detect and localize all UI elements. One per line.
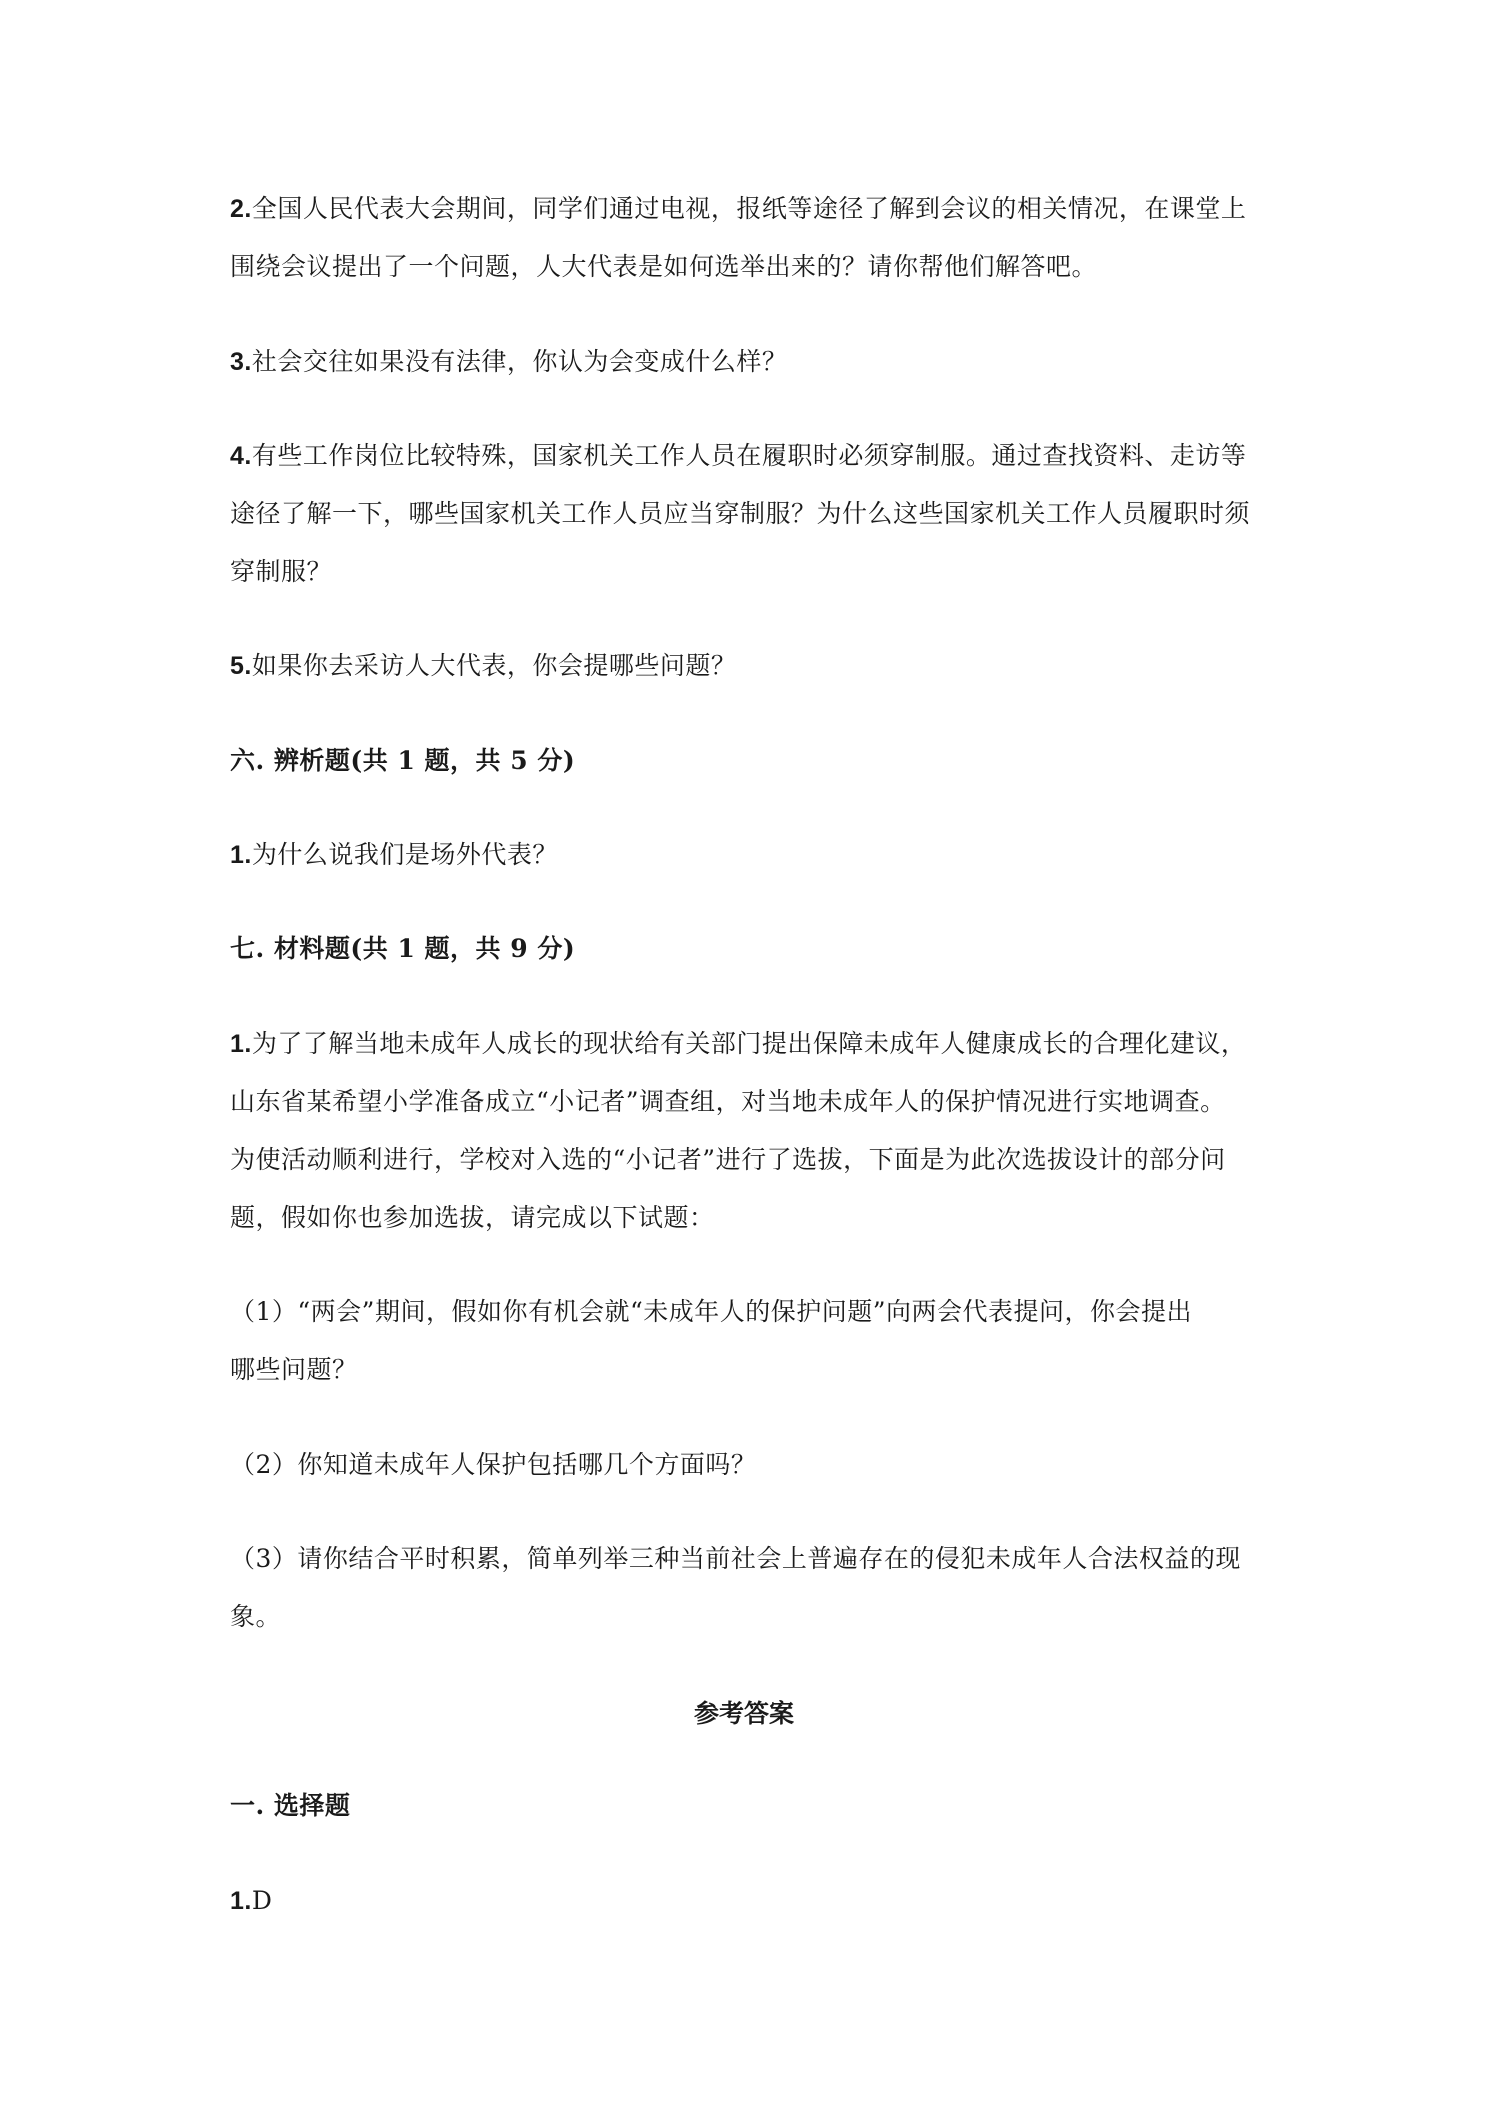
question-number: 4. — [230, 442, 252, 470]
section-7-question-1-line-2: 山东省某希望小学准备成立“小记者”调查组，对当地未成年人的保护情况进行实地调查。 — [230, 1087, 1226, 1116]
question-number: 5. — [230, 652, 252, 680]
question-number: 1. — [230, 1030, 252, 1058]
sub-question-1 — [230, 1283, 1280, 1399]
question-5 — [230, 637, 1280, 695]
section-6-question-1 — [230, 826, 1280, 884]
question-4-line-1: 4.有些工作岗位比较特殊，国家机关工作人员在履职时必须穿制服。通过查找资料、走访等 — [230, 441, 1247, 470]
question-4-line-2: 途径了解一下，哪些国家机关工作人员应当穿制服？为什么这些国家机关工作人员履职时须 — [230, 499, 1251, 528]
answers-section-1-heading: 一. 选择题 — [230, 1791, 351, 1820]
sub-question-3 — [230, 1530, 1280, 1646]
section-7-heading: 七. 材料题(共 1 题，共 9 分) — [230, 934, 576, 963]
sub-question-1-line-1: （1）“两会”期间，假如你有机会就“未成年人的保护问题”向两会代表提问，你会提出 — [230, 1297, 1193, 1326]
question-5-line-1: 5.如果你去采访人大代表，你会提哪些问题？ — [230, 651, 737, 680]
sub-question-2 — [230, 1436, 1280, 1494]
sub-question-2-line-1: （2）你知道未成年人保护包括哪几个方面吗？ — [230, 1450, 757, 1479]
question-number: 1. — [230, 841, 252, 869]
answer-number: 1. — [230, 1887, 252, 1915]
answer-1-line — [230, 1872, 1280, 1930]
answers-title: 参考答案 — [693, 1699, 794, 1728]
answer-1 — [230, 1872, 1280, 1930]
question-3-line-1: 3.社会交往如果没有法律，你认为会变成什么样？ — [230, 347, 788, 376]
sub-question-3-line-2: 象。 — [230, 1602, 282, 1631]
question-4-line-3: 穿制服？ — [230, 557, 333, 586]
question-2 — [230, 180, 1280, 296]
section-6-heading: 六. 辨析题(共 1 题，共 5 分) — [230, 746, 576, 775]
question-4 — [230, 427, 1280, 601]
section-6-question-1-line-1: 1.为什么说我们是场外代表？ — [230, 840, 558, 869]
section-7-question-1-line-3: 为使活动顺利进行，学校对入选的“小记者”进行了选拔，下面是为此次选拔设计的部分问 — [230, 1145, 1226, 1174]
question-number: 2. — [230, 195, 252, 223]
section-7-question-1-line-1: 1.为了了解当地未成年人成长的现状给有关部门提出保障未成年人健康成长的合理化建议， — [230, 1029, 1247, 1058]
section-7-question-1 — [230, 1015, 1280, 1247]
question-2-line-2: 围绕会议提出了一个问题，人大代表是如何选举出来的？请你帮他们解答吧。 — [230, 252, 1098, 281]
question-2-line-1: 2.全国人民代表大会期间，同学们通过电视，报纸等途径了解到会议的相关情况，在课堂上 — [230, 194, 1247, 223]
section-7-question-1-line-4: 题，假如你也参加选拔，请完成以下试题： — [230, 1203, 715, 1232]
question-3 — [230, 333, 1280, 391]
answer-value: D — [251, 1886, 273, 1915]
sub-question-1-line-2: 哪些问题？ — [230, 1355, 358, 1384]
question-number: 3. — [230, 348, 252, 376]
sub-question-3-line-1: （3）请你结合平时积累，简单列举三种当前社会上普遍存在的侵犯未成年人合法权益的现 — [230, 1544, 1241, 1573]
